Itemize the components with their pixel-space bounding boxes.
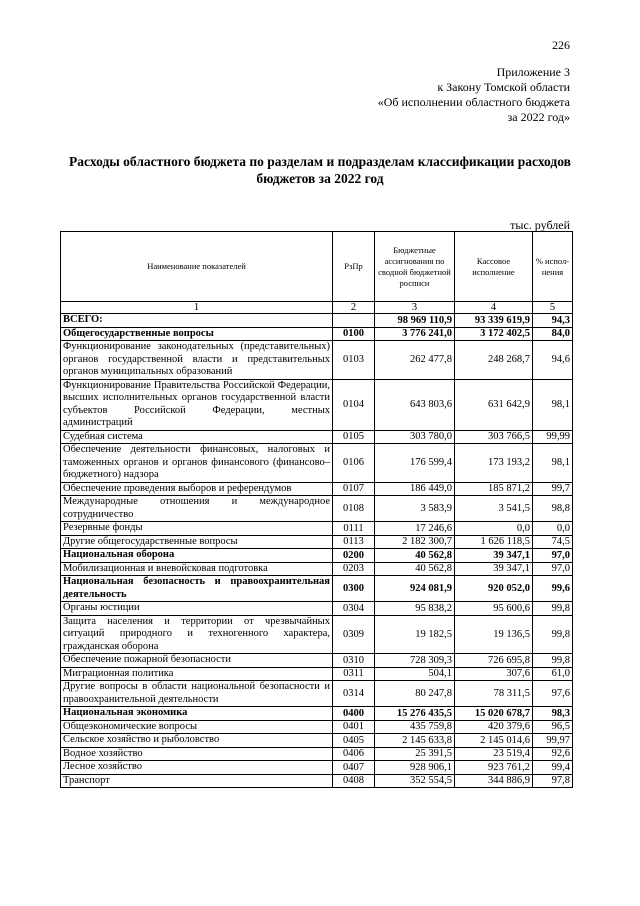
table-row: [61, 602, 573, 616]
row-percent: 98,1: [533, 444, 573, 483]
row-assigned: 176 599,4: [375, 444, 455, 483]
table-row: [61, 681, 573, 707]
row-name: Транспорт: [61, 774, 333, 788]
row-name: Обеспечение пожарной безопасности: [61, 654, 333, 668]
row-cash: 39 347,1: [455, 549, 533, 563]
row-name: Обеспечение деятельности финансовых, налоговых и таможенных органов и органов финансового (финансово–бюджетного) надзора: [61, 444, 333, 483]
row-percent: 97,0: [533, 562, 573, 576]
row-code: 0106: [333, 444, 375, 483]
table-row: [61, 615, 573, 654]
row-percent: 92,6: [533, 747, 573, 761]
row-cash: 15 020 678,7: [455, 707, 533, 721]
units-label: тыс. рублей: [510, 218, 570, 232]
row-code: 0401: [333, 720, 375, 734]
table-row: [61, 327, 573, 341]
row-percent: 74,5: [533, 535, 573, 549]
row-code: 0200: [333, 549, 375, 563]
row-assigned: 2 145 633,8: [375, 734, 455, 748]
row-cash: 1 626 118,5: [455, 535, 533, 549]
table-row: [61, 654, 573, 668]
header-row: [61, 232, 573, 302]
row-percent: 98,3: [533, 707, 573, 721]
table-row: [61, 430, 573, 444]
row-name: Общеэкономические вопросы: [61, 720, 333, 734]
header-percent: % испол-нения: [533, 232, 573, 302]
table-row: [61, 774, 573, 788]
row-percent: 84,0: [533, 327, 573, 341]
header-assigned: Бюджетные ассигнования по сводной бюджетной росписи: [375, 232, 455, 302]
row-cash: 248 268,7: [455, 341, 533, 380]
row-assigned: 728 309,3: [375, 654, 455, 668]
row-assigned: 924 081,9: [375, 576, 455, 602]
row-name: Защита населения и территории от чрезвычайных ситуаций природного и техногенного характера, гражданская оборона: [61, 615, 333, 654]
row-assigned: 643 803,6: [375, 379, 455, 430]
index-cell: 3: [375, 302, 455, 314]
table-row: [61, 482, 573, 496]
header-name: Наименование показателей: [61, 232, 333, 302]
row-percent: 99,97: [533, 734, 573, 748]
appendix-header: [378, 65, 570, 125]
row-cash: 93 339 619,9: [455, 314, 533, 328]
row-assigned: 928 906,1: [375, 761, 455, 775]
row-cash: 923 761,2: [455, 761, 533, 775]
index-row: [61, 302, 573, 314]
table-row: [61, 341, 573, 380]
index-cell: 5: [533, 302, 573, 314]
row-cash: 344 886,9: [455, 774, 533, 788]
row-name: Обеспечение проведения выборов и референдумов: [61, 482, 333, 496]
row-code: 0310: [333, 654, 375, 668]
table-row: [61, 761, 573, 775]
row-percent: 61,0: [533, 667, 573, 681]
row-assigned: 303 780,0: [375, 430, 455, 444]
row-name: Мобилизационная и вневойсковая подготовка: [61, 562, 333, 576]
row-percent: 97,0: [533, 549, 573, 563]
row-cash: 23 519,4: [455, 747, 533, 761]
row-code: 0108: [333, 496, 375, 522]
table-row: [61, 444, 573, 483]
row-percent: 99,7: [533, 482, 573, 496]
row-cash: 3 541,5: [455, 496, 533, 522]
row-code: 0104: [333, 379, 375, 430]
row-cash: 0,0: [455, 522, 533, 536]
row-assigned: 98 969 110,9: [375, 314, 455, 328]
row-assigned: 262 477,8: [375, 341, 455, 380]
document-title: Расходы областного бюджета по разделам и подразделам классификации расходов бюджетов за 2022 год: [69, 154, 571, 186]
row-name: Другие вопросы в области национальной безопасности и правоохранительной деятельности: [61, 681, 333, 707]
row-cash: 420 379,6: [455, 720, 533, 734]
table-row: [61, 379, 573, 430]
row-code: 0103: [333, 341, 375, 380]
row-cash: 185 871,2: [455, 482, 533, 496]
row-cash: 307,6: [455, 667, 533, 681]
row-assigned: 17 246,6: [375, 522, 455, 536]
row-percent: 99,8: [533, 654, 573, 668]
row-cash: 3 172 402,5: [455, 327, 533, 341]
row-code: 0400: [333, 707, 375, 721]
row-percent: 99,6: [533, 576, 573, 602]
table-row: [61, 747, 573, 761]
table-row: [61, 314, 573, 328]
row-percent: 99,4: [533, 761, 573, 775]
row-percent: 99,99: [533, 430, 573, 444]
row-percent: 98,1: [533, 379, 573, 430]
row-percent: 97,8: [533, 774, 573, 788]
row-assigned: 504,1: [375, 667, 455, 681]
row-code: 0113: [333, 535, 375, 549]
row-name: Международные отношения и международное сотрудничество: [61, 496, 333, 522]
row-assigned: 3 583,9: [375, 496, 455, 522]
row-percent: 98,8: [533, 496, 573, 522]
row-cash: 920 052,0: [455, 576, 533, 602]
row-assigned: 25 391,5: [375, 747, 455, 761]
row-name: Сельское хозяйство и рыболовство: [61, 734, 333, 748]
row-percent: 94,6: [533, 341, 573, 380]
row-percent: 99,8: [533, 602, 573, 616]
row-name: Функционирование законодательных (представительных) органов государственной власти и представительных органов муниципальных образований: [61, 341, 333, 380]
row-cash: 78 311,5: [455, 681, 533, 707]
row-assigned: 352 554,5: [375, 774, 455, 788]
index-cell: 1: [61, 302, 333, 314]
row-name: ВСЕГО:: [61, 314, 333, 328]
row-name: Миграционная политика: [61, 667, 333, 681]
appendix-line: «Об исполнении областного бюджета: [377, 95, 570, 109]
appendix-line: к Закону Томской области: [437, 80, 570, 94]
index-cell: 4: [455, 302, 533, 314]
row-name: Национальная оборона: [61, 549, 333, 563]
row-name: Водное хозяйство: [61, 747, 333, 761]
appendix-line: за 2022 год»: [507, 110, 570, 124]
table-row: [61, 720, 573, 734]
row-cash: 19 136,5: [455, 615, 533, 654]
row-code: 0311: [333, 667, 375, 681]
row-assigned: 186 449,0: [375, 482, 455, 496]
table-row: [61, 734, 573, 748]
header-cash: Кассовое исполнение: [455, 232, 533, 302]
row-cash: 2 145 014,6: [455, 734, 533, 748]
row-code: 0100: [333, 327, 375, 341]
row-percent: 96,5: [533, 720, 573, 734]
row-cash: 173 193,2: [455, 444, 533, 483]
row-code: 0408: [333, 774, 375, 788]
row-name: Национальная экономика: [61, 707, 333, 721]
table-row: [61, 496, 573, 522]
row-code: 0406: [333, 747, 375, 761]
row-assigned: 15 276 435,5: [375, 707, 455, 721]
index-cell: 2: [333, 302, 375, 314]
row-name: Лесное хозяйство: [61, 761, 333, 775]
row-assigned: 435 759,8: [375, 720, 455, 734]
table-row: [61, 667, 573, 681]
table-row: [61, 707, 573, 721]
row-name: Функционирование Правительства Российской Федерации, высших исполнительных органов государственной власти субъектов Российской Федерации, местных администраций: [61, 379, 333, 430]
table-row: [61, 549, 573, 563]
row-code: 0304: [333, 602, 375, 616]
row-name: Общегосударственные вопросы: [61, 327, 333, 341]
row-cash: 39 347,1: [455, 562, 533, 576]
row-code: 0111: [333, 522, 375, 536]
row-percent: 94,3: [533, 314, 573, 328]
row-cash: 95 600,6: [455, 602, 533, 616]
page-number: 226: [552, 38, 570, 52]
row-name: Судебная система: [61, 430, 333, 444]
row-code: [333, 314, 375, 328]
row-name: Органы юстиции: [61, 602, 333, 616]
row-assigned: 40 562,8: [375, 562, 455, 576]
row-code: 0314: [333, 681, 375, 707]
row-code: 0407: [333, 761, 375, 775]
row-code: 0405: [333, 734, 375, 748]
table-row: [61, 562, 573, 576]
row-assigned: 2 182 300,7: [375, 535, 455, 549]
row-cash: 303 766,5: [455, 430, 533, 444]
row-code: 0105: [333, 430, 375, 444]
row-cash: 726 695,8: [455, 654, 533, 668]
row-assigned: 80 247,8: [375, 681, 455, 707]
row-code: 0203: [333, 562, 375, 576]
row-code: 0309: [333, 615, 375, 654]
row-percent: 0,0: [533, 522, 573, 536]
row-assigned: 40 562,8: [375, 549, 455, 563]
row-code: 0300: [333, 576, 375, 602]
row-cash: 631 642,9: [455, 379, 533, 430]
table-row: [61, 576, 573, 602]
table-row: [61, 522, 573, 536]
table-row: [61, 535, 573, 549]
row-name: Резервные фонды: [61, 522, 333, 536]
budget-table: [60, 231, 573, 788]
header-code: РзПр: [333, 232, 375, 302]
row-code: 0107: [333, 482, 375, 496]
row-name: Национальная безопасность и правоохранительная деятельность: [61, 576, 333, 602]
row-assigned: 95 838,2: [375, 602, 455, 616]
row-percent: 99,8: [533, 615, 573, 654]
row-percent: 97,6: [533, 681, 573, 707]
row-name: Другие общегосударственные вопросы: [61, 535, 333, 549]
appendix-line: Приложение 3: [496, 65, 570, 79]
row-assigned: 19 182,5: [375, 615, 455, 654]
row-assigned: 3 776 241,0: [375, 327, 455, 341]
